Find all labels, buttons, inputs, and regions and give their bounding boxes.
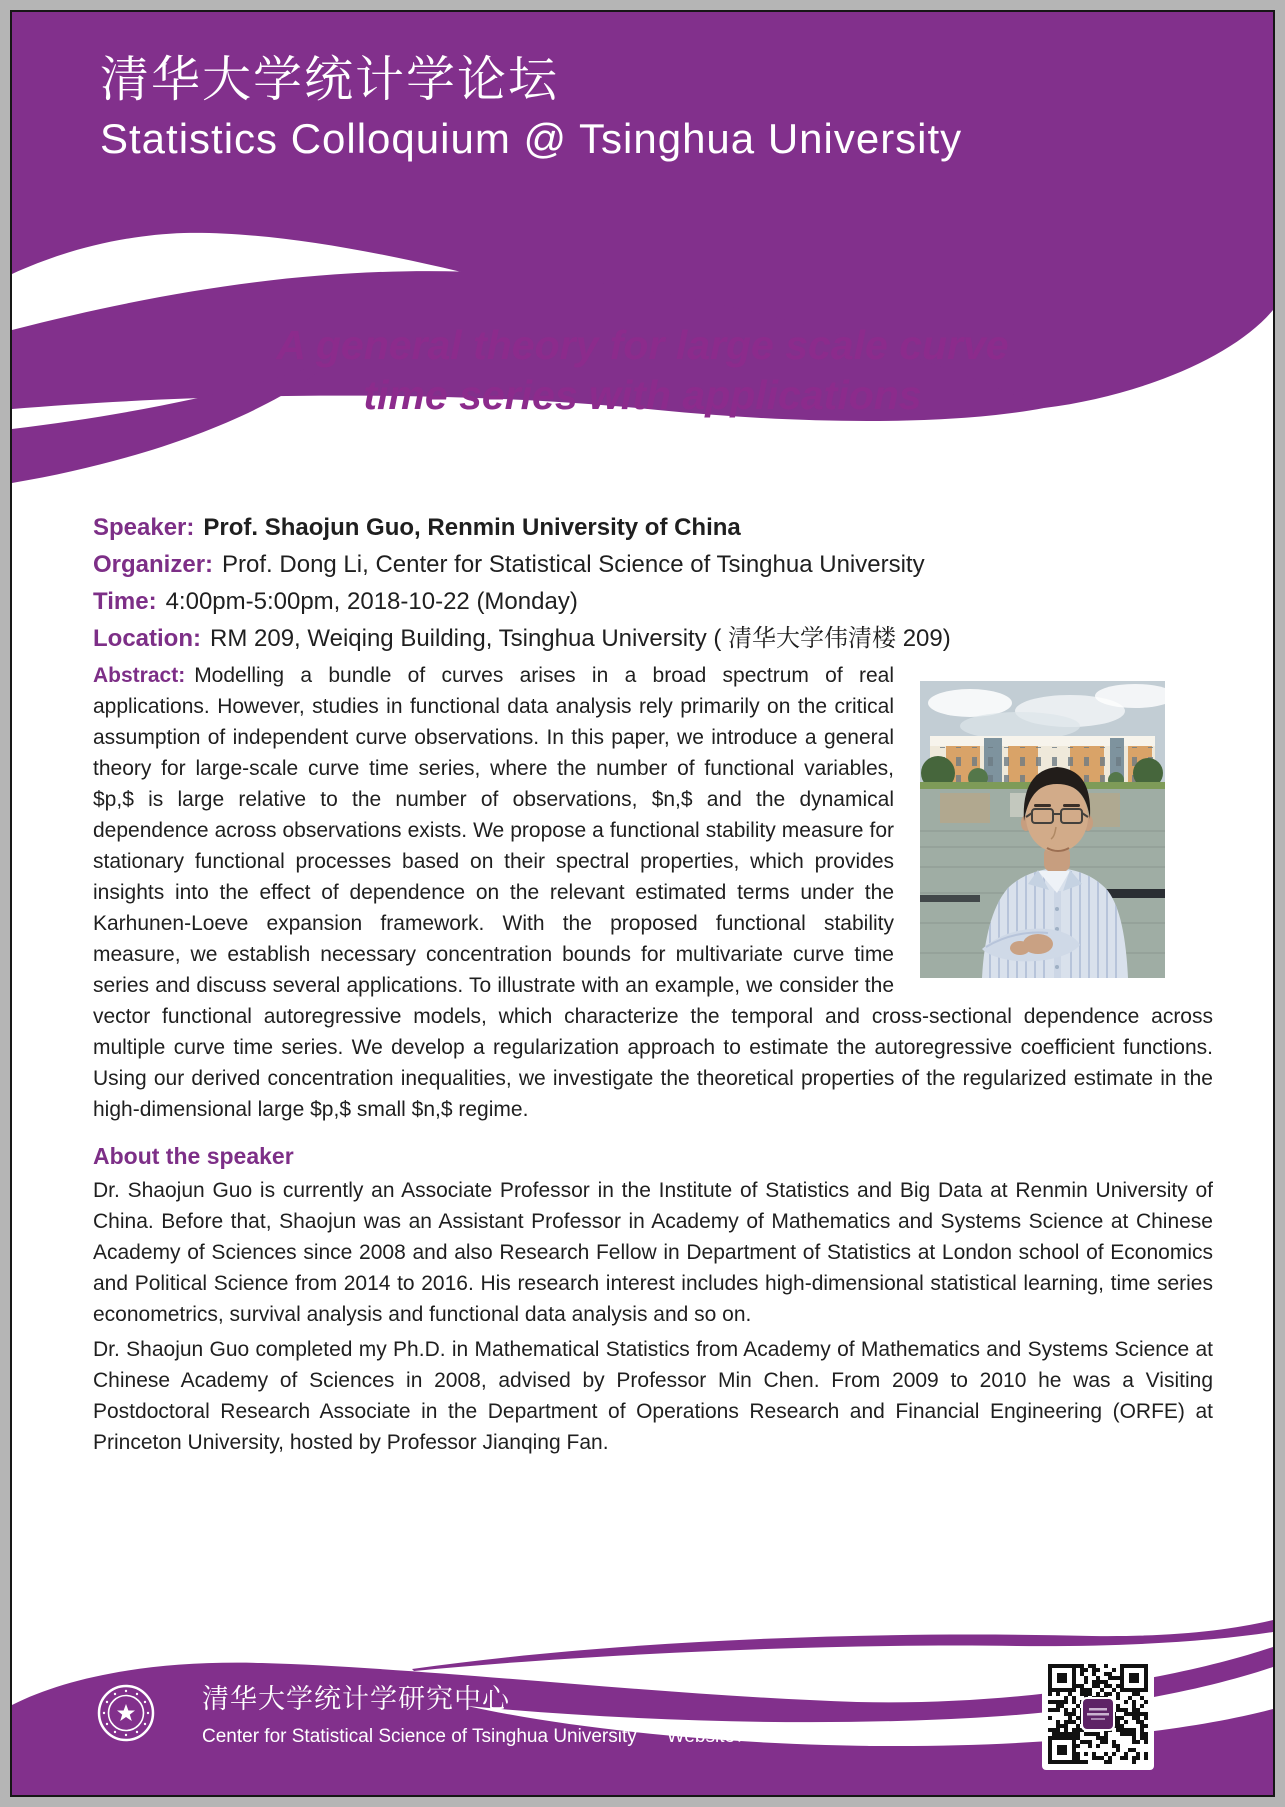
organizer-label: Organizer: [93,551,214,578]
forum-title-english: Statistics Colloquium @ Tsinghua University [100,115,963,162]
talk-title-line1: A general theory for large scale curve [276,322,1009,368]
speaker-label: Speaker: [93,514,195,541]
abstract-section [93,660,1213,1125]
poster-page [10,10,1275,1797]
talk-title-line2: time series with applications [363,372,922,418]
abstract-text: Modelling a bundle of curves arises in a broad spectrum of real applications. However, studies in functional data analysis rely primarily on the critical assumption of independent curve observations. In this paper, we introduce a general theory for large-scale curve time series, where the number of functional variables, $p,$ is large relative to the number of observations, $n,$ and the dynamical dependence across observations exists. We propose a functional stability measure for stationary functional processes based on their spectral properties, which provides insights into the effect of dependence on the relevant estimated terms under the Karhunen-Loeve expansion framework. With the proposed functional stability measure, we establish necessary concentration bounds for multivariate curve time series and discuss several applications. To illustrate with an example, we consider the vector functional autoregressive models, which characterize the temporal and cross-sectional dependence across multiple curve time series. We develop a regularization approach to estimate the autoregressive coefficient functions. Using our derived concentration inequalities, we investigate the theoretical properties of the regularized estimate in the high-dimensional large $p,$ small $n,$ regime. [93,664,1213,1121]
time-value: 4:00pm-5:00pm, 2018-10-22 (Monday) [165,588,578,615]
about-paragraph-2: Dr. Shaojun Guo completed my Ph.D. in Mathematical Statistics from Academy of Mathematics and Systems Science at Chinese Academy of Sciences in 2008, advised by Professor Min Chen. From 2009 to 2010 he was a Visiting Postdoctoral Research Associate in the Department of Operations Research and Financial Engineering (ORFE) at Princeton University, hosted by Professor Jianqing Fan. [93,1338,1213,1454]
abstract-label: Abstract: [93,664,186,687]
organizer-value: Prof. Dong Li, Center for Statistical Science of Tsinghua University [222,551,925,578]
location-label: Location: [93,625,201,652]
organizer-row [93,546,1213,583]
tsinghua-seal-logo [96,1683,156,1743]
footer-org-english: Center for Statistical Science of Tsinghua University [202,1726,637,1747]
forum-title-chinese: 清华大学统计学论坛 [100,53,560,107]
qr-center-logo [1081,1697,1115,1731]
speaker-value: Prof. Shaojun Guo, Renmin University of China [203,514,741,541]
header [100,50,962,168]
location-row [93,620,1213,657]
talk-title [12,320,1273,420]
footer-website: Website：www.stat.tsinghua.edu.cn [666,1726,970,1747]
speaker-photo [920,681,1165,978]
time-row [93,583,1213,620]
wechat-qr-code [1042,1658,1154,1770]
location-value: RM 209, Weiqing Building, Tsinghua University ( 清华大学伟清楼 209) [210,625,951,652]
footer [12,1605,1273,1795]
footer-org-block [202,1681,970,1748]
time-label: Time: [93,588,157,615]
about-paragraph-1: Dr. Shaojun Guo is currently an Associate Professor in the Institute of Statistics and Big Data at Renmin University of China. Before that, Shaojun was an Assistant Professor in Academy of Mathematics and Systems Science at Chinese Academy of Sciences since 2008 and also Research Fellow in Department of Statistics at London school of Economics and Political Science from 2014 to 2016. His research interest includes high-dimensional statistical learning, time series econometrics, survival analysis and functional data analysis and so on. [93,1179,1213,1326]
footer-org-chinese: 清华大学统计学研究中心 [202,1684,510,1714]
poster-body [93,509,1213,1458]
speaker-row [93,509,1213,546]
about-heading: About the speaker [93,1143,294,1169]
